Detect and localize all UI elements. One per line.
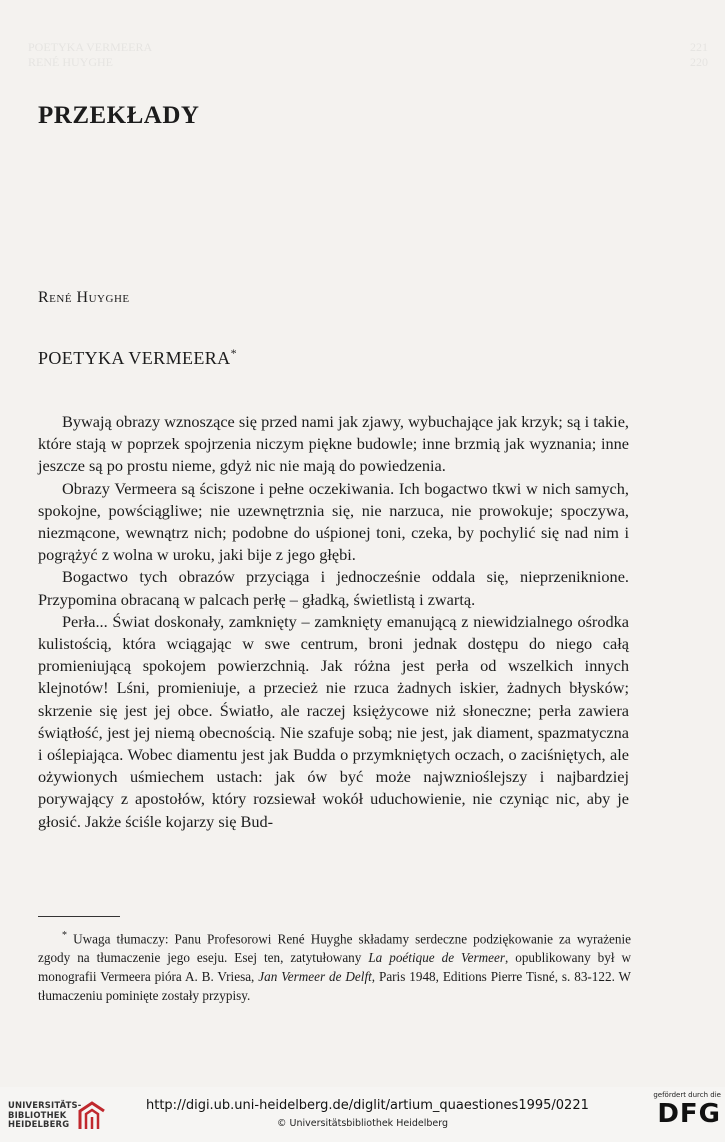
footnote-text-1: Uwaga tłumaczy: Panu Profesorowi René Huyghe składamy serdeczne podziękowanie za wyrażenie zgody na tłumaczenie jego eseju. Esej ten, zatytułowany — [38, 931, 632, 966]
bleed-header-left: POETYKA VERMEERA — [28, 40, 153, 54]
logo-line: BIBLIOTHEK — [8, 1109, 67, 1120]
permalink-url[interactable]: http://digi.ub.uni-heidelberg.de/diglit/artium_quaestiones1995/0221 — [146, 1098, 589, 1113]
funder-name: DFG — [657, 1099, 721, 1129]
bleed-header — [28, 40, 708, 55]
footnote-mark: * — [62, 930, 67, 941]
funder-caption: gefördert durch die — [653, 1091, 721, 1099]
footnote-text-3: , Paris 1948, Editions Pierre Tisné, s. 83-122. W tłumaczeniu pominięte zostały przypisy. — [38, 969, 631, 1004]
footnote — [38, 926, 631, 1005]
logo-line: UNIVERSITÄTS- — [8, 1100, 82, 1110]
paragraph: Bywają obrazy wznoszące się przed nami jak zjawy, wybuchające jak krzyk; są i takie, które stają w poprzek spojrzenia niczym piękne budowle; inne brzmią jak wyznania; inne jeszcze są po prostu nieme, gdyż nic nie mają do powiedzenia. — [38, 412, 629, 476]
copyright-line — [0, 1118, 725, 1129]
body-text — [38, 411, 629, 833]
footnote-book-title: Jan Vermeer de Delft — [258, 969, 372, 985]
digitization-footer — [0, 1087, 725, 1142]
author-name: René Huyghe — [38, 289, 130, 306]
paragraph: Bogactwo tych obrazów przyciąga i jednocześnie oddala się, nieprzeniknione. Przypomina obracaną w palcach perłę – gładką, świetlistą i zwartą. — [38, 567, 629, 609]
bleed-through-text — [28, 40, 708, 70]
footnote-rule — [38, 916, 120, 917]
bleed-page-number: 221 — [690, 40, 708, 54]
bleed-page-number-2: 220 — [690, 55, 708, 69]
footnote-text-2: , opublikowany był w monografii Vermeera pióra A. B. Vriesa, — [38, 950, 631, 985]
bleed-header-sub: RENÉ HUYGHE — [28, 55, 113, 69]
article-title — [38, 346, 237, 369]
copyright-text: © Universitätsbibliothek Heidelberg — [276, 1118, 448, 1129]
article-title-text: POETYKA VERMEERA — [38, 348, 231, 368]
footnote-title-fr: La poétique de Vermeer — [368, 950, 505, 966]
paragraph: Perła... Świat doskonały, zamknięty – zamknięty emanującą z niewidzialnego ośrodka kulistością, która wciągając w swe centrum, broni jednak dostępu do niego całą promieniującą spokojem powierzchnią. Jak różna jest perła od wszelkich innych klejnotów! Lśni, promieniuje, a przecież nie rzuca żadnych iskier, żadnych błysków; skrzenie się jest jej obce. Światło, ale raczej księżycowe niż słoneczne; perła zawiera świątłość, jest jej niemą obecnością. Nie szafuje sobą; nie jest, jak diament, spazmatyczna i oślepiająca. Wobec diamentu jest jak Budda o przymkniętych oczach, o zaciśniętych, ale ożywionych uśmiechem ustach: jak ów być może najwznioślejszy i najbardziej porywający z apostołów, który rozsiewał wokół uduchowienie, nie czyniąc nic, aby je głosić. Jakże ściśle kojarzy się Bud- — [38, 611, 629, 831]
section-heading: PRZEKŁADY — [38, 102, 200, 129]
bleed-subheader — [28, 55, 708, 70]
logo-line: HEIDELBERG — [8, 1119, 70, 1130]
footnote-marker: * — [230, 346, 237, 360]
paragraph: Obrazy Vermeera są ściszone i pełne oczekiwania. Ich bogactwo tkwi w nich samych, spokojne, powściągliwe; nie uzewnętrznia się, nie narzuca, nie prowokuje; spoczywa, niezmącone, wewnątrz nich; podobne do uśpionej toni, czeka, by pochylić się nad nim i pogrążyć z wolna w uroku, jaki bije z jego głębi. — [38, 478, 629, 565]
dfg-logo[interactable] — [643, 1091, 721, 1139]
